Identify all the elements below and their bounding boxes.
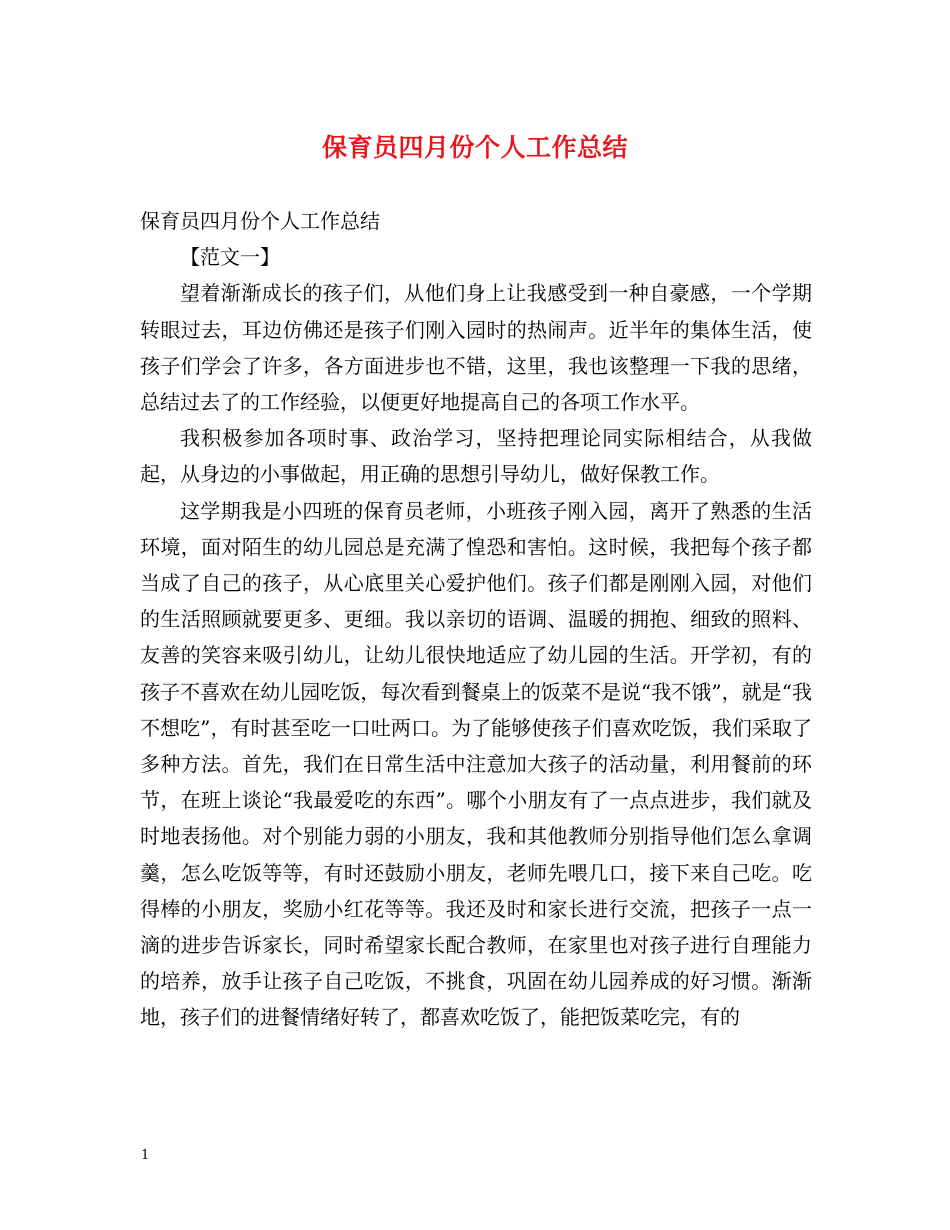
section-label: 【范文一】 xyxy=(180,245,280,270)
paragraph-3: 这学期我是小四班的保育员老师，小班孩子刚入园，离开了熟悉的生活环境，面对陌生的幼儿园总是充满了惶恐和害怕。这时候，我把每个孩子都当成了自己的孩子，从心底里关心爱护他们。孩子们都是刚刚入园，对他们的生活照顾就要更多、更细。我以亲切的语调、温暖的拥抱、细致的照料、友善的笑容来吸引幼儿，让幼儿很快地适应了幼儿园的生活。开学初，有的孩子不喜欢在幼儿园吃饭，每次看到餐桌上的饭菜不是说“我不饿”，就是“我不想吃”，有时甚至吃一口吐两口。为了能够使孩子们喜欢吃饭，我们采取了多种方法。首先，我们在日常生活中注意加大孩子的活动量，利用餐前的环节，在班上谈论“我最爱吃的东西”。哪个小朋友有了一点点进步，我们就及时地表扬他。对个别能力弱的小朋友，我和其他教师分别指导他们怎么拿调羹，怎么吃饭等等，有时还鼓励小朋友，老师先喂几口，接下来自己吃。吃得棒的小朋友，奖励小红花等等。我还及时和家长进行交流，把孩子一点一滴的进步告诉家长，同时希望家长配合教师，在家里也对孩子进行自理能力的培养，放手让孩子自己吃饭，不挑食，巩固在幼儿园养成的好习惯。渐渐地，孩子们的进餐情绪好转了，都喜欢吃饭了，能把饭菜吃完，有的 xyxy=(140,498,812,1030)
paragraph-1: 望着渐渐成长的孩子们，从他们身上让我感受到一种自豪感，一个学期转眼过去，耳边仿佛还是孩子们刚入园时的热闹声。近半年的集体生活，使孩子们学会了许多，各方面进步也不错，这里，我也该整理一下我的思绪，总结过去了的工作经验，以便更好地提高自己的各项工作水平。 xyxy=(140,281,812,415)
document-title: 保育员四月份个人工作总结 xyxy=(321,133,628,162)
paragraph-2: 我积极参加各项时事、政治学习，坚持把理论同实际相结合，从我做起，从身边的小事做起，用正确的思想引导幼儿，做好保教工作。 xyxy=(140,426,812,487)
document-body xyxy=(140,203,812,1036)
document-subtitle: 保育员四月份个人工作总结 xyxy=(140,209,380,233)
page-number: 1 xyxy=(141,1148,150,1163)
